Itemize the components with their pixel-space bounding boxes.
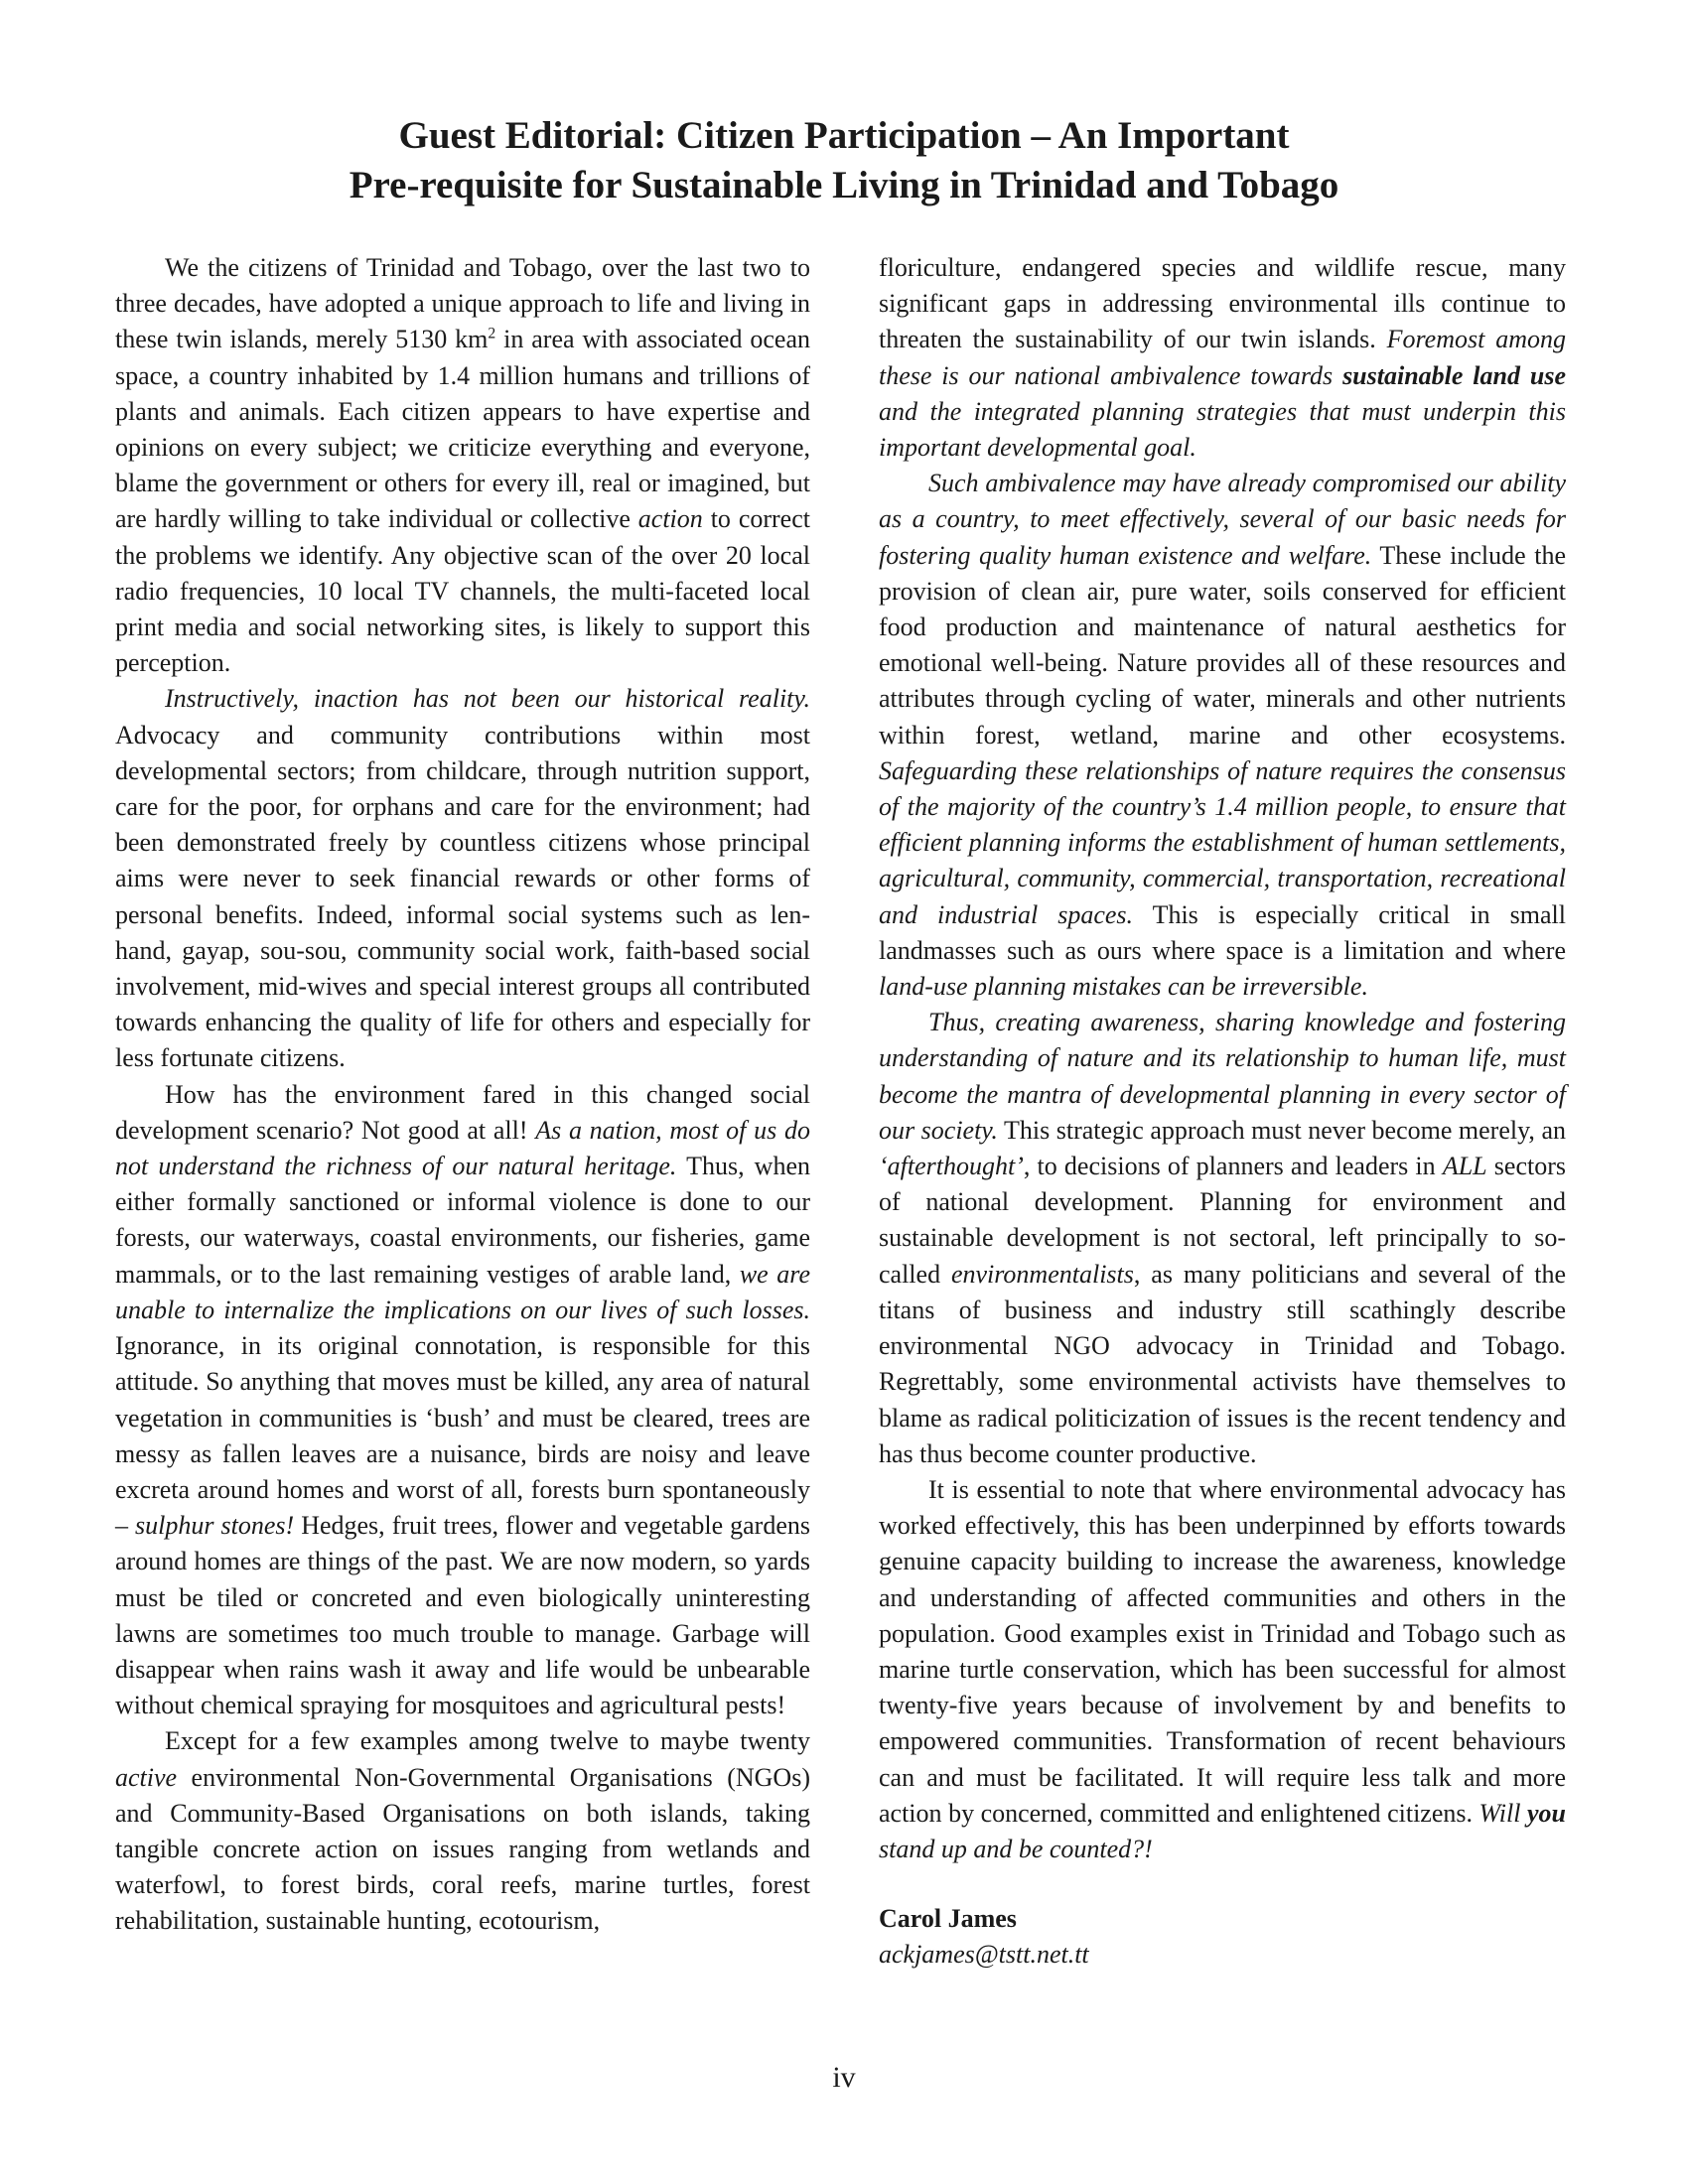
emphasis-text: Foremost among these is our national ambivalence towards [879,325,1566,390]
paragraph [879,466,1566,1005]
emphasis-text: Thus, creating awareness, sharing knowledge and fostering understanding of nature and its relationship to human life, must become the mantra of developmental planning in every sector of our society. [879,1008,1566,1145]
text-run: Thus, when either formally sanctioned or informal violence is done to our forests, our waterways, coastal environments, our fisheries, game mammals, or to the last remaining vestiges of arable land, [115,1152,810,1289]
emphasis-text: we are unable to internalize the implications on our lives of such losses. [115,1259,810,1324]
emphasis-text: sustainable land use [1342,360,1566,390]
text-run: , to decisions of planners and leaders in [1023,1152,1443,1181]
emphasis-text: Instructively, inaction has not been our historical reality. [165,684,810,714]
paragraph [879,1005,1566,1472]
text-run: sectors of national development. Planning for environment and sustainable development is not sectoral, left principally to so-called [879,1152,1567,1289]
text-run: These include the provision of clean air, pure water, soils conserved for efficient food production and maintenance of natural aesthetics for emotional well-being. Nature provides all of these resources and attributes through cycling of water, minerals and other nutrients within forest, wetland, marine and other ecosystems. [879,540,1566,750]
author-signature [879,1901,1566,1973]
text-run: This is especially critical in small landmasses such as ours where space is a limitation and where [879,899,1566,965]
author-name: Carol James [879,1904,1017,1934]
emphasis-text: stand up and be counted?! [879,1834,1153,1863]
left-column [115,250,810,1940]
emphasis-text: environmentalists [950,1259,1134,1289]
title-line-1: Guest Editorial: Citizen Participation – An Important [398,114,1290,157]
text-run: Except for a few examples among twelve to maybe twenty [165,1726,810,1756]
right-column [879,250,1566,1973]
text-run: floriculture, endangered species and wildlife rescue, many significant gaps in addressing environmental ills continue to threaten the sustainability of our twin islands. [879,253,1566,354]
paragraph [115,681,810,1076]
emphasis-text: Will [1478,1798,1527,1828]
text-run: We the citizens of Trinidad and Tobago, over the last two to three decades, have adopted a unique approach to life and living in these twin islands, merely 5130 km [115,253,810,354]
paragraph [879,1472,1566,1867]
emphasis-text: and the integrated planning strategies that must underpin this important developmental goal. [879,396,1566,463]
text-run: How has the environment fared in this changed social development scenario? Not good at all! [115,1079,810,1145]
paragraph [115,1077,810,1724]
emphasis-text: sulphur stones! [135,1511,295,1541]
emphasis-text: Such ambivalence may have already compromised our ability as a country, to meet effectively, several of our basic needs for fostering quality human existence and welfare. [879,469,1566,570]
superscript: 2 [488,325,496,342]
emphasis-text: ‘afterthought’ [879,1152,1024,1181]
emphasis-text: land-use planning mistakes can be irreversible. [879,972,1368,1002]
text-run: Ignorance, in its original connotation, is responsible for this attitude. So anything that moves must be killed, any area of natural vegetation in communities is ‘bush’ and must be cleared, trees are messy as fallen leaves are a nuisance, birds are noisy and leave excreta around homes and worst of all, forests burn spontaneously – [115,1331,810,1541]
emphasis-text: Safeguarding these relationships of nature requires the consensus of the majority of the country’s 1.4 million people, to ensure that efficient planning informs the establishment of human settlements, agricultural, community, commercial, transportation, recreational and industrial spaces. [879,755,1566,929]
emphasis-text: active [115,1762,178,1792]
emphasis-text: As a nation, most of us do not understand the richness of our natural heritage. [115,1115,810,1181]
emphasis-text: ALL [1442,1152,1487,1181]
text-run: Advocacy and community contributions within most developmental sectors; from childcare, through nutrition support, care for the poor, for orphans and care for the environment; had been demonstrated freely by countless citizens whose principal aims were never to seek financial rewards or other forms of personal benefits. Indeed, informal social systems such as len-hand, gayap, sou-sou, community social work, faith-based social involvement, mid-wives and special interest groups all contributed towards enhancing the quality of life for others and especially for less fortunate citizens. [115,720,810,1073]
text-run: Hedges, fruit trees, flower and vegetable gardens around homes are things of the past. We are now modern, so yards must be tiled or concreted and even biologically uninteresting lawns are sometimes too much trouble to manage. Garbage will disappear when rains wash it away and life would be unbearable without chemical spraying for mosquitoes and agricultural pests! [115,1511,810,1720]
text-run: to correct the problems we identify. Any objective scan of the over 20 local radio frequencies, 10 local TV channels, the multi-faceted local print media and social networking sites, is likely to support this perception. [115,504,810,678]
title-line-2: Pre-requisite for Sustainable Living in Trinidad and Tobago [349,164,1339,206]
emphasis-text: action [637,504,703,534]
text-run: It is essential to note that where environmental advocacy has worked effectively, this has been underpinned by efforts towards genuine capacity building to increase the awareness, knowledge and understanding of affected communities and others in the population. Good examples exist in Trinidad and Tobago such as marine turtle conservation, which has been successful for almost twenty-five years because of involvement by and benefits to empowered communities. Transformation of recent behaviours can and must be facilitated. It will require less talk and more action by concerned, committed and enlightened citizens. [879,1474,1566,1828]
paragraph-continued [879,250,1566,466]
text-run: This strategic approach must never become merely, an [997,1115,1566,1145]
emphasis-text: you [1526,1798,1566,1828]
text-run: , as many politicians and several of the titans of business and industry still scathingly describe environmental NGO advocacy in Trinidad and Tobago. Regrettably, some environmental activists have themselves to blame as radical politicization of issues is the recent tendency and has thus become counter productive. [879,1259,1566,1468]
editorial-title [199,111,1489,210]
text-run: in area with associated ocean space, a country inhabited by 1.4 million humans and trillions of plants and animals. Each citizen appears to have expertise and opinions on every subject; we criticize everything and everyone, blame the government or others for every ill, real or imagined, but are hardly willing to take individual or collective [115,325,810,534]
author-email[interactable]: ackjames@tstt.net.tt [879,1940,1089,1970]
paragraph [115,1723,810,1939]
text-run: environmental Non-Governmental Organisations (NGOs) and Community-Based Organisations on both islands, taking tangible concrete action on issues ranging from wetlands and waterfowl, to forest birds, coral reefs, marine turtles, forest rehabilitation, sustainable hunting, ecotourism, [115,1762,810,1936]
page-number: iv [832,2061,856,2094]
paragraph [115,250,810,681]
